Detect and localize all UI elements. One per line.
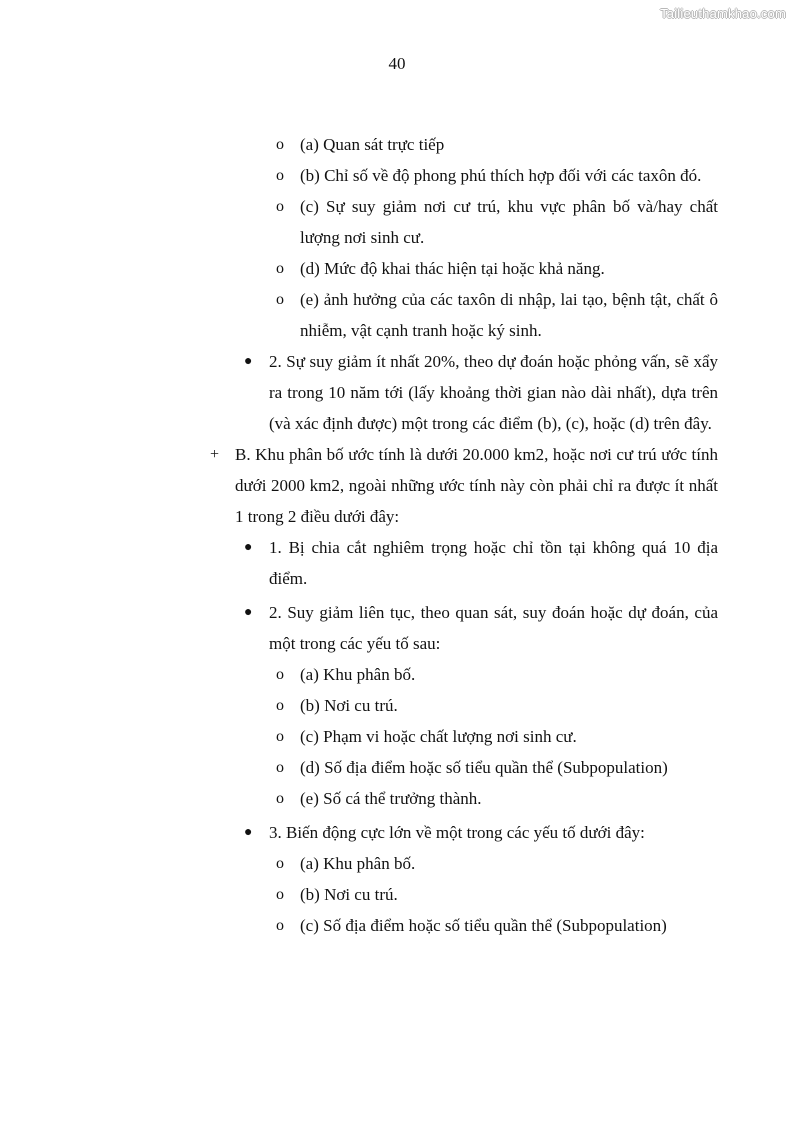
circle-bullet-icon: o (276, 917, 284, 934)
bullet-icon: ● (244, 354, 253, 369)
list-item-text: (b) Nơi cu trú. (300, 696, 398, 715)
list-item-text: (c) Số địa điểm hoặc số tiểu quần thể (Subpopulation) (300, 916, 667, 935)
list-item-text: (d) Mức độ khai thác hiện tại hoặc khả năng. (300, 259, 605, 278)
list-item-text: 2. Suy giảm liên tục, theo quan sát, suy đoán hoặc dự đoán, của một trong các yếu tố sau: (269, 603, 718, 653)
list-item-text: (d) Số địa điểm hoặc số tiểu quần thể (Subpopulation) (300, 758, 668, 777)
list-item (0, 129, 794, 160)
document-body (0, 129, 794, 941)
circle-bullet-icon: o (276, 291, 284, 308)
list-item-text: (b) Nơi cu trú. (300, 885, 398, 904)
circle-bullet-icon: o (276, 666, 284, 683)
list-item (0, 879, 794, 910)
bullet-icon: ● (244, 825, 253, 840)
list-item-text: (e) ảnh hưởng của các taxôn di nhập, lai tạo, bệnh tật, chất ô nhiễm, vật cạnh tranh hoặc ký sinh. (300, 290, 718, 340)
list-item-text: (b) Chỉ số về độ phong phú thích hợp đối với các taxôn đó. (300, 166, 702, 185)
circle-bullet-icon: o (276, 198, 284, 215)
list-item (0, 721, 794, 752)
bullet-icon: ● (244, 540, 253, 555)
list-item (0, 160, 794, 191)
list-item (0, 532, 794, 594)
list-item (0, 346, 794, 439)
bullet-icon: ● (244, 605, 253, 620)
circle-bullet-icon: o (276, 886, 284, 903)
list-item-text: (c) Phạm vi hoặc chất lượng nơi sinh cư. (300, 727, 577, 746)
section-text: B. Khu phân bố ước tính là dưới 20.000 km2, hoặc nơi cư trú ước tính dưới 2000 km2, ngoài những ước tính này còn phải chỉ ra được ít nhất 1 trong 2 điều dưới đây: (235, 445, 718, 526)
list-item (0, 848, 794, 879)
watermark: Tailieuthamkhao.com (660, 6, 786, 21)
list-item (0, 690, 794, 721)
list-item-text: 3. Biến động cực lớn về một trong các yếu tố dưới đây: (269, 823, 645, 842)
list-item-text: 1. Bị chia cắt nghiêm trọng hoặc chỉ tồn tại không quá 10 địa điểm. (269, 538, 718, 588)
list-item (0, 659, 794, 690)
list-item (0, 910, 794, 941)
list-item-text: 2. Sự suy giảm ít nhất 20%, theo dự đoán hoặc phỏng vấn, sẽ xẩy ra trong 10 năm tới (lấy khoảng thời gian nào dài nhất), dựa trên (và xác định được) một trong các điểm (b), (c), hoặc (d) trên đây. (269, 352, 718, 433)
page-number: 40 (388, 54, 406, 73)
circle-bullet-icon: o (276, 855, 284, 872)
list-item (0, 597, 794, 659)
list-item-text: (e) Số cá thể trưởng thành. (300, 789, 482, 808)
list-item (0, 752, 794, 783)
list-item (0, 253, 794, 284)
list-item (0, 191, 794, 253)
circle-bullet-icon: o (276, 728, 284, 745)
list-item-text: (a) Quan sát trực tiếp (300, 135, 445, 154)
circle-bullet-icon: o (276, 260, 284, 277)
list-item (0, 783, 794, 814)
section-item (0, 439, 794, 532)
circle-bullet-icon: o (276, 167, 284, 184)
circle-bullet-icon: o (276, 697, 284, 714)
list-item (0, 817, 794, 848)
circle-bullet-icon: o (276, 136, 284, 153)
circle-bullet-icon: o (276, 759, 284, 776)
list-item-text: (a) Khu phân bố. (300, 854, 416, 873)
list-item (0, 284, 794, 346)
circle-bullet-icon: o (276, 790, 284, 807)
list-item-text: (a) Khu phân bố. (300, 665, 416, 684)
list-item-text: (c) Sự suy giảm nơi cư trú, khu vực phân bố và/hay chất lượng nơi sinh cư. (300, 197, 718, 247)
plus-icon: + (210, 446, 220, 463)
